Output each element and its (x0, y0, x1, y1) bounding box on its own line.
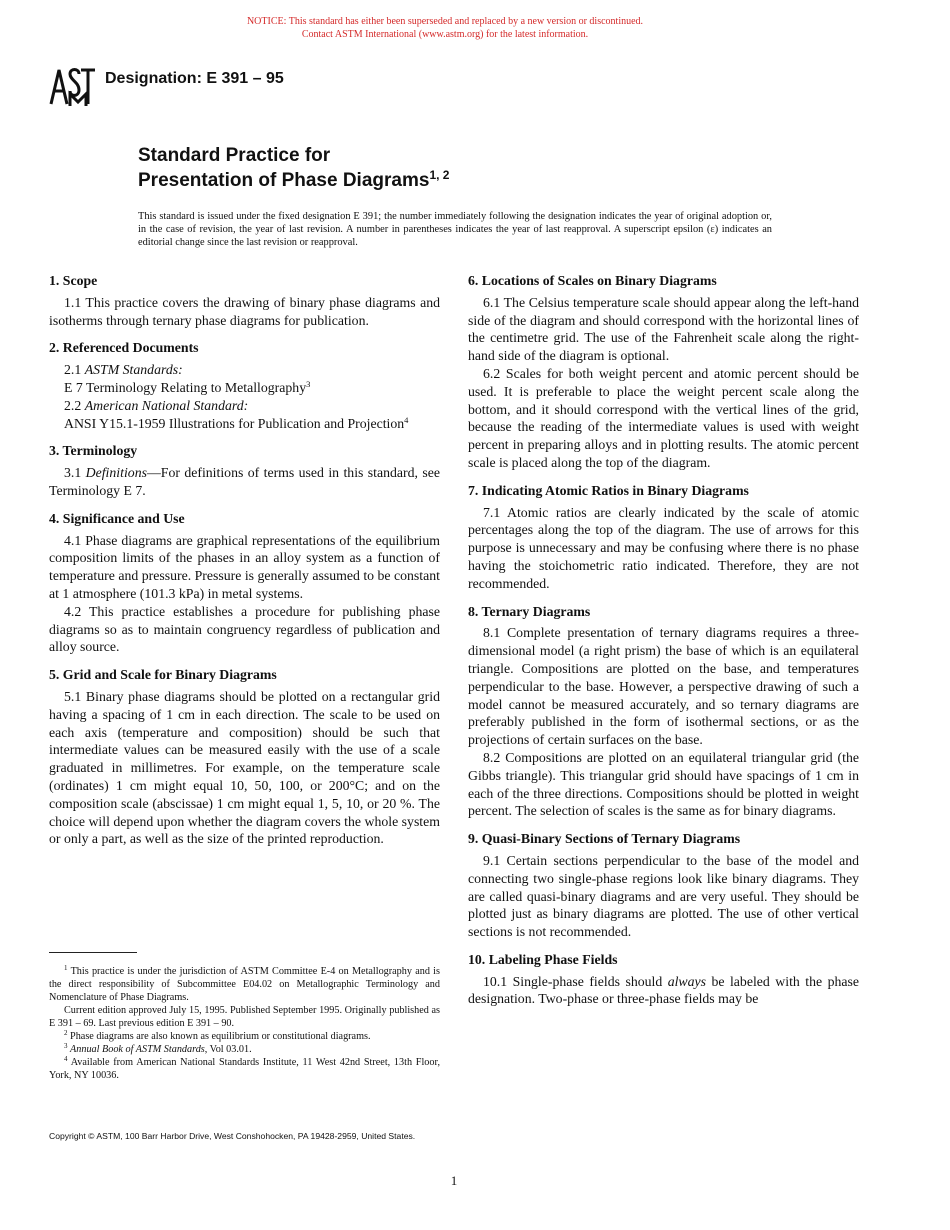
paragraph-9-1: 9.1 Certain sections perpendicular to the base of the model and connecting two single-phase regions look like binary diagrams. They are called quasi-binary diagrams and are very useful. They should be plotted just as binary diagrams are plotted. The use of other vertical sections is not recommended. (468, 852, 859, 940)
issuance-note: This standard is issued under the fixed designation E 391; the number immediately following the designation indicates the year of original adoption or, in the case of revision, the year of last revision. A number in parentheses indicates the year of last reapproval. A superscript epsilon (ε) indicates an editorial change since the last revision or reapproval. (138, 211, 772, 248)
footnote-3 (49, 1043, 440, 1056)
section-heading-significance: 4. Significance and Use (49, 510, 185, 526)
footnote-marker: 3 (64, 1042, 68, 1050)
page-number: 1 (450, 1173, 458, 1188)
emphasis-always: always (667, 973, 707, 989)
footnote-text: , Vol 03.01. (204, 1044, 252, 1055)
term-definitions: Definitions (85, 465, 147, 481)
footnote-2 (49, 1030, 440, 1043)
footnote-text: Phase diagrams are also known as equilibrium or constitutional diagrams. (70, 1031, 371, 1042)
reference-ansi (64, 415, 440, 433)
subheading-astm-standards: ASTM Standards: (84, 362, 183, 378)
reference-text: ANSI Y15.1-1959 Illustrations for Publication and Projection (64, 415, 405, 431)
section-heading-scale-locations: 6. Locations of Scales on Binary Diagrams (468, 273, 717, 288)
paragraph-number: 2.2 (64, 397, 85, 413)
paragraph-3-1 (49, 464, 440, 500)
section-heading-terminology: 3. Terminology (49, 443, 138, 459)
title-footnote-ref: 1, 2 (429, 168, 450, 182)
reference-e7 (64, 379, 440, 397)
footnote-text: This practice is under the jurisdiction of ASTM Committee E-4 on Metallography and is the direct responsibility of Subcommittee E04.02 on Metallographic Terminology and Nomenclature of Phase Diagrams. (49, 966, 440, 1003)
section-heading-referenced-documents: 2. Referenced Documents (49, 340, 199, 356)
footnote-marker: 2 (64, 1029, 68, 1037)
reference-text: E 7 Terminology Relating to Metallography (64, 379, 307, 395)
document-title (138, 143, 838, 193)
paragraph-text: be labeled with the phase designation. Two-phase or three-phase fields may be (468, 973, 859, 1007)
title-line-2 (138, 168, 838, 193)
paragraph-1-1: 1.1 This practice covers the drawing of binary phase diagrams and isotherms through ternary phase diagrams for publication. (49, 294, 440, 328)
paragraph-text: —For definitions of terms used in this standard, see Terminology E 7. (49, 465, 440, 498)
footnote-marker: 1 (64, 964, 68, 972)
footnote-marker: 4 (64, 1055, 68, 1063)
footnote-title: Annual Book of ASTM Standards (70, 1044, 205, 1055)
footnote-text: Available from American National Standards Institute, 11 West 42nd Street, 13th Floor, York, NY 10036. (49, 1057, 440, 1081)
paragraph-text: 10.1 Single-phase fields should (483, 973, 668, 989)
paragraph-number: 3.1 (64, 465, 86, 481)
section-heading-scope: 1. Scope (49, 273, 98, 288)
title-text: Presentation of Phase Diagrams (138, 170, 430, 191)
section-heading-grid-scale: 5. Grid and Scale for Binary Diagrams (49, 667, 277, 683)
paragraph-4-1: 4.1 Phase diagrams are graphical representations of the equilibrium composition limits of the phases in an alloy system as a function of temperature and pressure. Pressure is generally assumed to be constant at 1 atmosphere (101.3 kPa) in metal systems. (49, 532, 440, 601)
section-heading-quasi-binary: 9. Quasi-Binary Sections of Ternary Diagrams (468, 831, 741, 847)
notice-line-1: NOTICE: This standard has either been superseded and replaced by a new version or discontinued. (246, 16, 644, 27)
section-heading-labeling: 10. Labeling Phase Fields (468, 951, 618, 967)
section-heading-ternary: 8. Ternary Diagrams (468, 603, 591, 619)
paragraph-8-1: 8.1 Complete presentation of ternary diagrams requires a three-dimensional model (a right prism) the base of which is an equilateral triangle. Compositions are plotted on the base, and temperatures perpendicular to the base. However, a perspective drawing of such a model cannot be measured accurately, and so ternary diagrams are preferably published in the form of isothermal sections, or as the projections of certain surfaces on the base. (468, 625, 859, 748)
astm-logo-icon (48, 64, 96, 110)
right-column (468, 272, 859, 1008)
footnote-4 (49, 1056, 440, 1082)
paragraph-number: 2.1 (64, 362, 85, 378)
footnotes (49, 965, 440, 1082)
footnote-ref: 4 (404, 414, 409, 425)
paragraph-6-1: 6.1 The Celsius temperature scale should appear along the left-hand side of the diagram and should correspond with the horizontal lines of the centimetre grid. The use of the Fahrenheit scale along the right-hand side of the diagram is optional. (468, 294, 859, 364)
footnote-1-continued: Current edition approved July 15, 1995. Published September 1995. Originally published as E 391 – 69. Last previous edition E 391 – 90. (49, 1005, 440, 1029)
notice-line-2: Contact ASTM International (www.astm.org) for the latest information. (301, 29, 589, 40)
title-line-1: Standard Practice for (138, 145, 331, 166)
notice-banner (0, 15, 890, 41)
paragraph-2-2 (64, 397, 440, 415)
paragraph-8-2: 8.2 Compositions are plotted on an equilateral triangular grid (the Gibbs triangle). This triangular grid should have spacings of 1 cm in each of the three directions. Compositions should be plotted in weight percent. The selection of scales is the same as for binary diagrams. (468, 749, 859, 819)
paragraph-6-2: 6.2 Scales for both weight percent and atomic percent should be used. It is preferable to place the weight percent scale along the bottom, and it should correspond with the vertical lines of the grid, because the reading of the intermediate values is used with weight percent in preparing alloys and in plotting results. The atomic percent scale is placed along the top of the diagram. (468, 365, 859, 470)
paragraph-7-1: 7.1 Atomic ratios are clearly indicated by the scale of atomic percentages along the top of the diagram. The use of arrows for this purpose is unnecessary and may be confusing where there is no phase having the stoichometric ratio indicated. Therefore, they are not recommended. (468, 504, 859, 591)
designation: Designation: E 391 – 95 (105, 70, 284, 87)
copyright-line: Copyright © ASTM, 100 Barr Harbor Drive, West Conshohocken, PA 19428-2959, United States. (49, 1131, 416, 1141)
paragraph-4-2: 4.2 This practice establishes a procedure for publishing phase diagrams so as to maintain congruency regardless of publication and alloy source. (49, 603, 440, 655)
footnote-1 (49, 965, 440, 1004)
subheading-american-national-standard: American National Standard: (84, 397, 249, 413)
section-heading-atomic-ratios: 7. Indicating Atomic Ratios in Binary Diagrams (468, 482, 749, 498)
paragraph-10-1 (468, 973, 859, 1009)
paragraph-2-1 (64, 361, 440, 379)
footnote-ref: 3 (306, 378, 311, 389)
left-column (49, 272, 440, 848)
footnote-divider (49, 952, 137, 953)
paragraph-5-1: 5.1 Binary phase diagrams should be plotted on a rectangular grid having a spacing of 1 cm in each direction. The scale to be used on each axis (temperature and composition) should be such that intermediate values can be measured easily with the use of a scale graduated in millimetres. For example, on the temperature scale (ordinates) 1 cm might equal 10, 50, 100, or 200°C; and on the composition scale (abscissae) 1 cm might equal 1, 5, 10, or 20 %. The choice will depend upon whether the diagram covers the whole system or only a part, as well as the size of the printed reproduction. (49, 688, 440, 847)
